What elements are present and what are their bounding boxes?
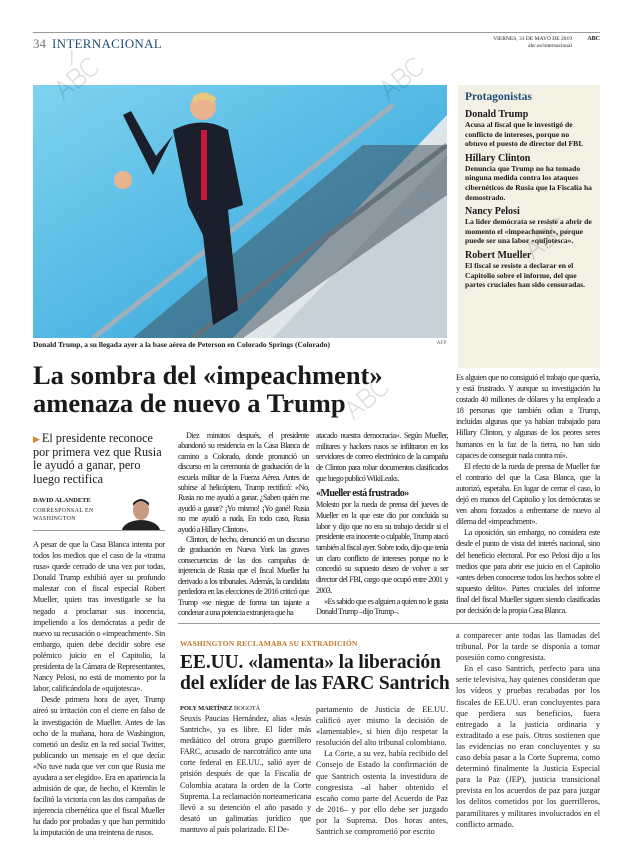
triangle-bullet-icon: ▶	[33, 434, 40, 444]
sidebar-title: Protagonistas	[465, 91, 532, 103]
paragraph: Clinton, de hecho, denunció en un discurso de graduación en Nueva York las graves consecuencias de las dos campañas de injerencia de Rusia que el fiscal Mueller ha derivado a los tribunales. Además, la candidata perdedora en las elecciones de 2016 criticó que Trump «se niegue de forma tan tajante a condenar a una potencia extranjera que ha	[178, 535, 309, 617]
section-title: INTERNACIONAL	[52, 36, 163, 51]
paragraph: En el caso Santrich, perfecto para una serie televisiva, hay quienes consideran que los vídeos y pruebas recabadas por los fiscales de EE.UU. eran concluyentes para que perdiera sus beneficios, fuera entregado a la justicia ordinaria y extraditado a ese país. Otros sostienen que las evidencias no eran concluyentes y su caso debía pasar a la Corte Suprema, como determinó finalmente la Justicia Especial para la Paz (JEP), justicia transicional prevista en los acuerdos de paz para juzgar los delitos cometidos por los guerrilleros, paramilitares y militares involucrados en el conflicto armado.	[456, 664, 600, 829]
byline	[33, 497, 165, 531]
paragraph: partamento de Justicia de EE.UU. calificó ayer mismo la decisión de «lamentable», si bien dijo respetar la resolución del alto tribunal colombiano.	[316, 705, 448, 748]
article-column-4	[456, 372, 600, 616]
lead-photo	[33, 85, 447, 338]
paragraph: atacado nuestra democracia». Según Mueller, militares y hackers rusos se infiltraron en los servidores de correo electrónico de la campaña de Clinton para robar documentos clasificados que luego publicó WikiLeaks.	[316, 431, 448, 483]
paragraph: A pesar de que la Casa Blanca intenta por todos los medios que el caso de la «trama rusa» quede cerrado de una vez por todas, Donald Trump exhibió ayer su profundo malestar con el fiscal especial Robert Mueller, quien tras investigarle se ha negado a proclamar sus inocencia, impeliendo a los demócratas a pedir de nuevo su recusación o «impeachment». Sin embargo, quien debe decidir sobre ese polémico juicio en el Capitolio, la presidenta de la Cámara de Representantes, Nancy Pelosi, no está de momento por la labor, calificándola de «quijotesca».	[33, 540, 165, 694]
paragraph: La Corte, a su vez, había recibido del Consejo de Estado la confirmación de que Santrich ostenta la investidura de congresista –al haber obtenido el escaño como parte del Acuerdo de Paz de 2016– y por ello debe ser juzgado por la Suprema. Dos horas antes, Santrich se comprometió por escrito	[316, 749, 448, 837]
article-column-3	[316, 431, 448, 618]
paragraph: a comparecer ante todas las llamadas del tribunal. Por la tarde se disponía a tomar posesión como congresista.	[456, 631, 600, 663]
protagonist-name: Robert Mueller	[465, 249, 532, 261]
second-headline: EE.UU. «lamenta» la liberación del exlíder de las FARC Santrich	[180, 652, 450, 694]
photo-credit: AFP	[437, 341, 447, 346]
section-divider	[178, 623, 600, 624]
brand-logo: ABC	[587, 36, 600, 42]
photo-caption: Donald Trump, a su llegada ayer a la base aérea de Peterson en Colorado Springs (Colorado)	[33, 340, 330, 349]
article-column-2	[178, 431, 309, 618]
page-number: 34	[33, 36, 46, 51]
subheading: «Mueller está frustrado»	[316, 487, 409, 499]
paragraph: Desde primera hora de ayer, Trump aireó su irritación con el cierre en falso de la investigación de Mueller. Antes de las ocho de la mañana, hora de Washington, cometió un desliz en la red social Twitter, publicando un mensaje en el que decía: «No tuve nada que ver con que Rusia me ayudara a ser elegido». Era en apariencia la admisión de que, de hecho, el Kremlin le facilitó la victoria con las dos campañas de injerencia cibernética que el fiscal Mueller ha dado por probadas y que han permitido la imputación de una treintena de rusos.	[33, 695, 165, 838]
second-byline	[180, 704, 311, 713]
author-avatar	[121, 497, 161, 530]
paragraph: Diez minutos después, el presidente abandonó su residencia en la Casa Blanca de camino a Colorado, donde pronunció un discurso en la ceremonia de graduación de la escuela militar de la Fuerza Aérea. Antes de subirse al helicóptero, Trump rectificó: «No, Rusia no me ayudó a ganar. ¿Saben quién me ayudó a ganar? ¡Yo mismo! ¡Yo gané! Rusia no me ayudó a nada. En todo caso, Rusia ayudó a Hillary Clinton».	[178, 431, 309, 534]
protagonist-text: Denuncia que Trump no ha tomado ninguna medida contra los ataques cibernéticos de Rusia que la Fiscalía ha demostrado.	[465, 163, 592, 202]
article-column-1	[33, 539, 165, 839]
protagonist-name: Nancy Pelosi	[465, 206, 520, 218]
issue-date	[493, 36, 572, 50]
deck-text: El presidente reconoce por primera vez que Rusia le ayudó a ganar, pero luego rectifica	[33, 431, 162, 486]
date-text: VIERNES, 31 DE MAYO DE 2019	[493, 36, 572, 42]
second-column-3	[456, 630, 600, 830]
second-place: BOGOTÁ	[233, 705, 261, 712]
second-author: POLY MARTÍNEZ	[180, 705, 233, 712]
paragraph: El efecto de la rueda de prensa de Mueller fue el contrario del que la Casa Blanca, que la autorizó, esperaba. En lugar de cerrar el caso, lo dejó en manos del Capitolio y los demócratas se ven ahora forzados a enfrentarse de nuevo al dilema del «impeachment».	[456, 461, 600, 527]
author-name: DAVID ALANDETE	[33, 497, 91, 504]
protagonist-text: Acusa al fiscal que le investigó de conflicto de intereses, porque no obtuvo el puesto de director del FBI.	[465, 120, 584, 149]
protagonist-text: La líder demócrata se resiste a abrir de momento el «impeachment», porque puede ser una labor «quijotesca».	[465, 217, 592, 246]
paragraph: «Es sabido que es alguien a quien no le gusta Donald Trump –dijo Trump–.	[316, 596, 448, 617]
protagonist-name: Hillary Clinton	[465, 152, 531, 164]
second-kicker: WASHINGTON RECLAMABA SU EXTRADICIÓN	[180, 639, 358, 648]
paragraph: Es alguien que no consiguió el trabajo que quería, y está frustrado. Y aunque su investigación ha costado 40 millones de dólares y ha empleado a 18 personas que también odian a Trump, incluidas algunas que ya habían trabajado para Hillary Clinton, y algunas de los peores seres humanos en la faz de la tierra, no han sido capaces de conseguir nada contra mí».	[456, 373, 600, 460]
protagonist-name: Donald Trump	[465, 109, 529, 120]
paragraph: Seuxis Paucias Hernández, alias «Jesús Santrich», ya es libre. El líder más mediático del otrora grupo guerrillero FARC, acusado de narcotráfico ante una corte federal en EE.UU., salió ayer de prisión después de que la Fiscalía de Colombia acatara la orden de la Corte Suprema. La reclamación norteamericana llevó a su detención el año pasado y desató un galimatías jurídico que mantuvo al país polarizado. El De-	[180, 714, 311, 834]
protagonist-text: El fiscal se resiste a declarar en el Capitolio sobre el informe, del que partes cruciales han sido censuradas.	[465, 260, 586, 290]
header-rule	[33, 32, 600, 33]
author-role: CORRESPONSAL EN WASHINGTON	[33, 508, 94, 522]
second-column-2	[316, 704, 448, 837]
main-headline: La sombra del «impeachment» amenaza de nuevo a Trump	[33, 360, 383, 418]
paragraph: La oposición, sin embargo, no considera este desde el punto de vista del interés nacional, sino del beneficio electoral. Por eso Pelosi dijo a los medios que para abrir ese juicio en el Capitolio «antes deben conocerse todos los hechos sobre el supuesto delito». Partes cruciales del informe final del fiscal Mueller siguen siendo clasificadas por decisión de la propia Casa Blanca.	[456, 528, 600, 615]
protagonists-sidebar	[458, 85, 600, 368]
section-url[interactable]: abc.es/internacional	[528, 43, 572, 49]
photo-trump-stairs	[33, 85, 447, 338]
paragraph: Molesto por la rueda de prensa del jueves de Mueller en la que este dio por concluida su labor y dijo que no era su trabajo decidir si el presidente era inocente o culpable, Trump atacó también al fiscal ayer. Sobre todo, dijo que tenía un claro conflicto de intereses porque no le concedió su supuesto deseo de volver a ser director del FBI, cargo que ocupó entre 2001 y 2003.	[316, 500, 448, 595]
second-column-1	[180, 704, 311, 835]
deck	[33, 432, 168, 486]
